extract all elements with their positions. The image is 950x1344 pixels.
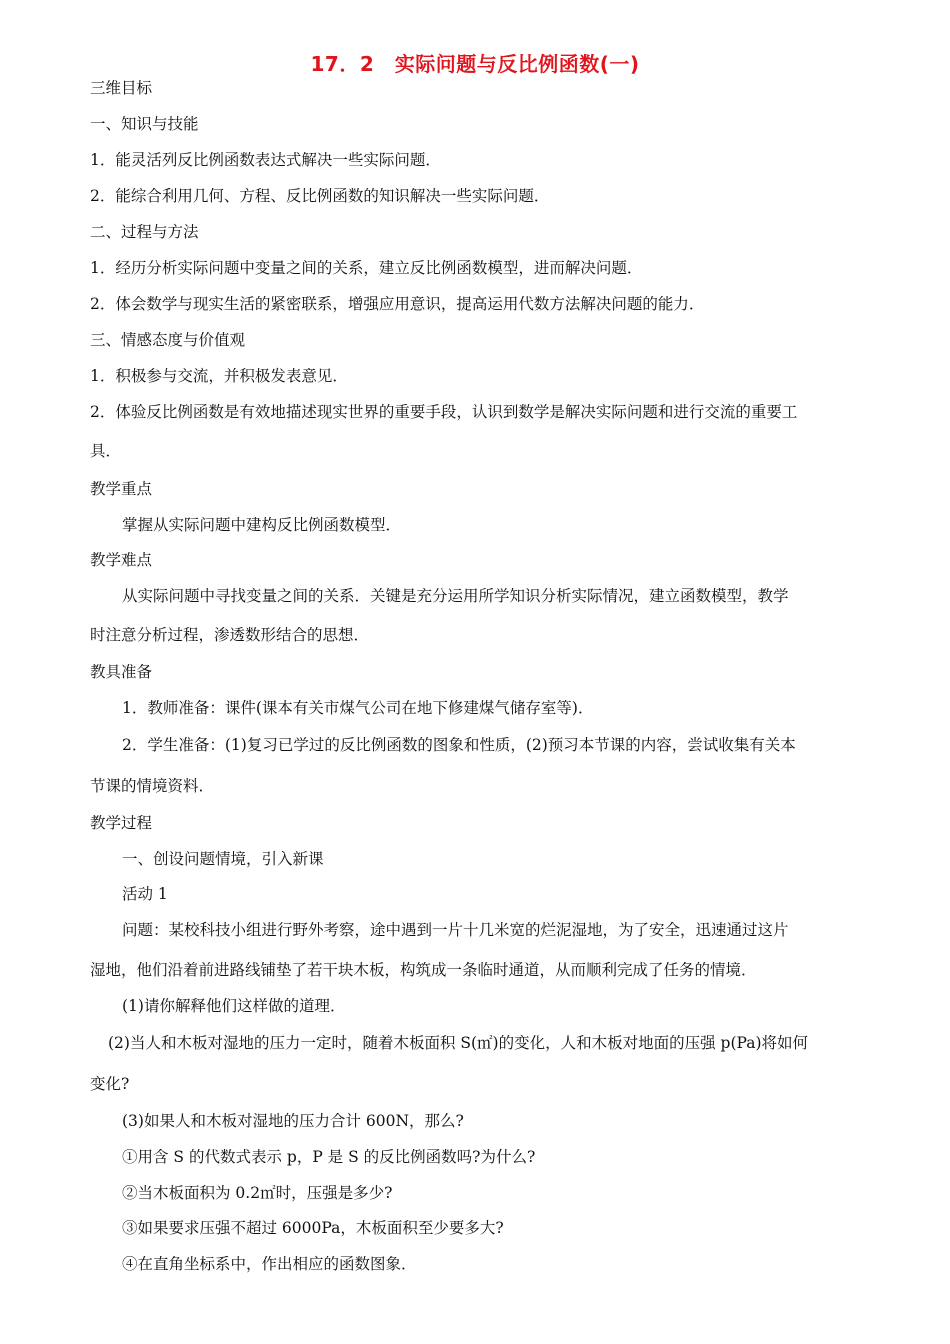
key-heading: 教学重点 [90,480,153,498]
emotion-item-2-line-1: 2．体验反比例函数是有效地描述现实世界的重要手段，认识到数学是解决实际问题和进行交流的重要工 [90,403,798,421]
prep-item-1: 1．教师准备：课件(课本有关市煤气公司在地下修建煤气储存室等)． [122,699,594,717]
teaching-process-heading: 教学过程 [90,814,153,832]
difficulty-heading: 教学难点 [90,551,153,569]
question-part-2-line-2: 变化? [90,1075,130,1093]
emotion-heading: 三、情感态度与价值观 [90,331,246,349]
prep-item-2-line-2: 节课的情境资料． [90,777,215,795]
emotion-item-2-line-2: 具． [90,442,122,460]
knowledge-item-1: 1．能灵活列反比例函数表达式解决一些实际问题． [90,151,441,169]
step-1-heading: 一、创设问题情境，引入新课 [122,850,324,868]
question-part-2-line-1: (2)当人和木板对湿地的压力一定时，随着木板面积 S(㎡)的变化，人和木板对地面的压强 p(Pa)将如何 [108,1034,809,1052]
process-heading: 二、过程与方法 [90,223,199,241]
question-part-3: (3)如果人和木板对湿地的压力合计 600N，那么? [122,1112,464,1130]
difficulty-line-1: 从实际问题中寻找变量之间的关系．关键是充分运用所学知识分析实际情况，建立函数模型，教学 [122,587,789,605]
page-title: 17．2 实际问题与反比例函数(一) [310,52,640,76]
goals-heading: 三维目标 [90,79,153,97]
key-text: 掌握从实际问题中建构反比例函数模型． [122,516,402,534]
question-line-2: 湿地，他们沿着前进路线铺垫了若干块木板，构筑成一条临时通道，从而顺利完成了任务的情境． [90,961,757,979]
activity-1-label: 活动 1 [122,885,168,903]
question-part-1: (1)请你解释他们这样做的道理． [122,997,346,1015]
question-part-3-item-2: ②当木板面积为 0.2㎡时，压强是多少? [122,1184,393,1202]
knowledge-item-2: 2．能综合利用几何、方程、反比例函数的知识解决一些实际问题． [90,187,550,205]
difficulty-line-2: 时注意分析过程，渗透数形结合的思想． [90,626,370,644]
question-line-1: 问题：某校科技小组进行野外考察，途中遇到一片十几米宽的烂泥湿地，为了安全，迅速通过这片 [122,921,789,939]
question-part-3-item-3: ③如果要求压强不超过 6000Pa，木板面积至少要多大? [122,1219,504,1237]
process-item-2: 2．体会数学与现实生活的紧密联系，增强应用意识，提高运用代数方法解决问题的能力． [90,295,705,313]
question-part-3-item-1: ①用含 S 的代数式表示 p，P 是 S 的反比例函数吗?为什么? [122,1148,536,1166]
emotion-item-1: 1．积极参与交流，并积极发表意见． [90,367,348,385]
knowledge-heading: 一、知识与技能 [90,115,199,133]
prep-heading: 教具准备 [90,663,153,681]
process-item-1: 1．经历分析实际问题中变量之间的关系，建立反比例函数模型，进而解决问题． [90,259,643,277]
question-part-3-item-4: ④在直角坐标系中，作出相应的函数图象． [122,1255,417,1273]
prep-item-2-line-1: 2．学生准备：(1)复习已学过的反比例函数的图象和性质，(2)预习本节课的内容，尝试收集有关本 [122,736,796,754]
